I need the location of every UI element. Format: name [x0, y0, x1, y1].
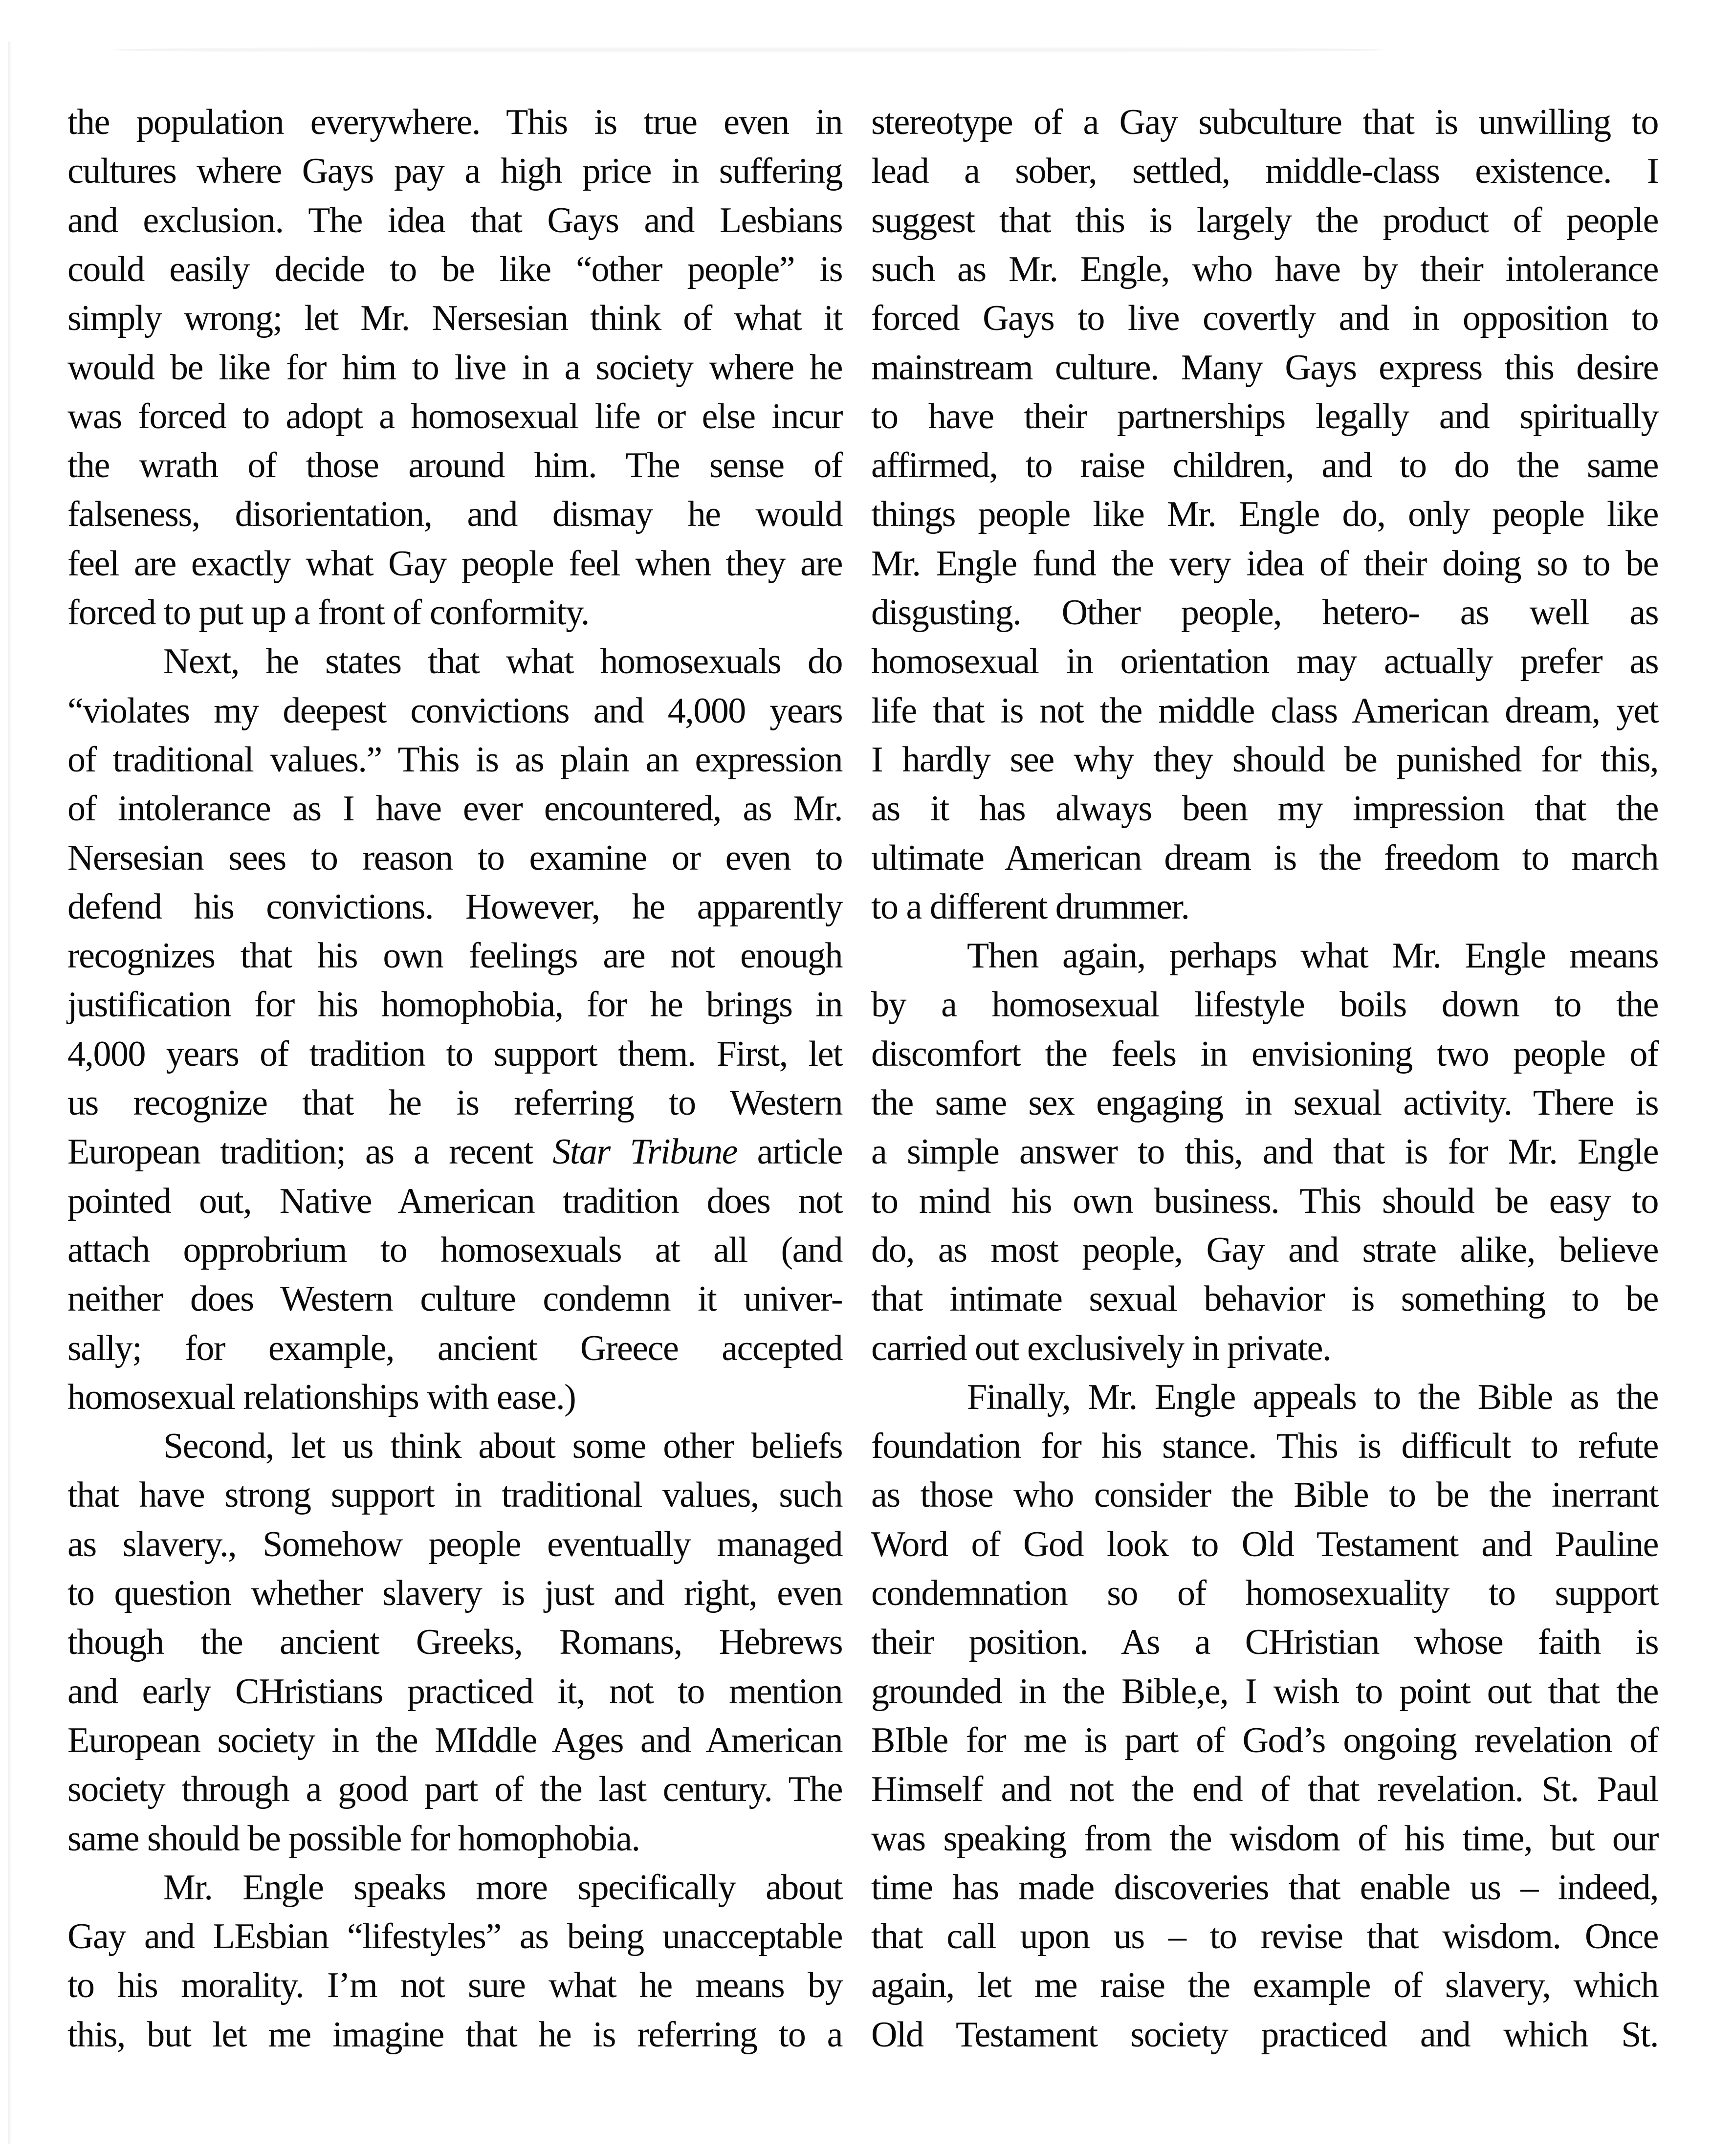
text-line: as those who consider the Bible to be the inerrant — [871, 1475, 1658, 1516]
text-line: justification for his homophobia, for he brings in — [67, 985, 842, 1025]
text-line: would be like for him to live in a society where he — [67, 347, 842, 388]
text-line: forced Gays to live covertly and in opposition to — [871, 298, 1658, 339]
text-line: that call upon us – to revise that wisdom. Once — [871, 1916, 1658, 1957]
text-line: Nersesian sees to reason to examine or even to — [67, 837, 842, 878]
text-line: a simple answer to this, and that is for Mr. Engle — [871, 1132, 1658, 1172]
text-line: could easily decide to be like “other people” is — [67, 249, 842, 289]
text-line: pointed out, Native American tradition does not — [67, 1181, 842, 1221]
text-line: “violates my deepest convictions and 4,000 years — [67, 690, 842, 731]
text-column-left — [67, 98, 842, 2078]
text-line: Mr. Engle speaks more specifically about — [163, 1867, 842, 1908]
text-line: Next, he states that what homosexuals do — [163, 641, 842, 682]
text-line: was speaking from the wisdom of his time, but our — [871, 1818, 1658, 1859]
scan-artifact — [112, 46, 1383, 53]
text-line: feel are exactly what Gay people feel when they are — [67, 543, 842, 584]
text-line: grounded in the Bible,e, I wish to point out that the — [871, 1671, 1658, 1712]
text-line: cultures where Gays pay a high price in suffering — [67, 151, 842, 192]
text-line: us recognize that he is referring to Western — [67, 1083, 842, 1123]
text-line: of intolerance as I have ever encountered, as Mr. — [67, 789, 842, 829]
text-line: sally; for example, ancient Greece accepted — [67, 1328, 842, 1368]
text-line: Gay and LEsbian “lifestyles” as being unacceptable — [67, 1916, 842, 1957]
text-line: as it has always been my impression that the — [871, 789, 1658, 829]
text-line: falseness, disorientation, and dismay he would — [67, 494, 842, 535]
text-line: society through a good part of the last century. The — [67, 1769, 842, 1810]
text-line: as slavery., Somehow people eventually managed — [67, 1524, 842, 1564]
text-line: time has made discoveries that enable us – indeed, — [871, 1867, 1658, 1908]
text-line: of traditional values.” This is as plain an expression — [67, 739, 842, 780]
text-column-right — [871, 98, 1658, 2078]
text-line: the same sex engaging in sexual activity. There is — [871, 1083, 1658, 1123]
text-line: that have strong support in traditional values, such — [67, 1475, 842, 1516]
text-line: foundation for his stance. This is difficult to refute — [871, 1426, 1658, 1467]
text-line: to question whether slavery is just and right, even — [67, 1573, 842, 1613]
text-line: to a different drummer. — [871, 886, 1189, 927]
text-line: the wrath of those around him. The sense of — [67, 445, 842, 486]
text-line: by a homosexual lifestyle boils down to the — [871, 985, 1658, 1025]
page-edge-shadow — [8, 42, 12, 2144]
text-line: carried out exclusively in private. — [871, 1328, 1331, 1368]
text-line: again, let me raise the example of slavery, which — [871, 1965, 1658, 2006]
text-line: homosexual in orientation may actually prefer as — [871, 641, 1658, 682]
text-line: and exclusion. The idea that Gays and Lesbians — [67, 200, 842, 241]
text-line: 4,000 years of tradition to support them. First, let — [67, 1034, 842, 1074]
text-line: and early CHristians practiced it, not to mention — [67, 1671, 842, 1712]
text-line: defend his convictions. However, he apparently — [67, 886, 842, 927]
text-line: affirmed, to raise children, and to do the same — [871, 445, 1658, 486]
text-line: to mind his own business. This should be easy to — [871, 1181, 1658, 1221]
text-line: disgusting. Other people, hetero- as well as — [871, 593, 1658, 633]
text-line: suggest that this is largely the product of people — [871, 200, 1658, 241]
text-line: the population everywhere. This is true even in — [67, 102, 842, 142]
text-line: Then again, perhaps what Mr. Engle means — [967, 936, 1658, 976]
text-line: do, as most people, Gay and strate alike, believe — [871, 1230, 1658, 1270]
italic-title: Star Tribune — [552, 1132, 738, 1172]
text-line: Old Testament society practiced and which St. — [871, 2014, 1658, 2055]
text-line: to his morality. I’m not sure what he means by — [67, 1965, 842, 2006]
text-line: this, but let me imagine that he is referring to a — [67, 2014, 842, 2055]
text-line: condemnation so of homosexuality to support — [871, 1573, 1658, 1613]
text-line: Finally, Mr. Engle appeals to the Bible as the — [967, 1377, 1658, 1417]
text-line: Second, let us think about some other beliefs — [163, 1426, 842, 1467]
text-line: that intimate sexual behavior is something to be — [871, 1279, 1658, 1320]
text-line: life that is not the middle class American dream, yet — [871, 690, 1658, 731]
text-line: was forced to adopt a homosexual life or else incur — [67, 396, 842, 437]
text-line: BIble for me is part of God’s ongoing revelation of — [871, 1720, 1658, 1760]
text-line: mainstream culture. Many Gays express this desire — [871, 347, 1658, 388]
text-line: to have their partnerships legally and spiritually — [871, 396, 1658, 437]
text-line — [67, 1127, 842, 1176]
text-line: though the ancient Greeks, Romans, Hebrews — [67, 1622, 842, 1663]
text-line: simply wrong; let Mr. Nersesian think of what it — [67, 298, 842, 339]
text-line: discomfort the feels in envisioning two people of — [871, 1034, 1658, 1074]
text-line: stereotype of a Gay subculture that is unwilling to — [871, 102, 1658, 142]
text-line: their position. As a CHristian whose faith is — [871, 1622, 1658, 1663]
text-line: homosexual relationships with ease.) — [67, 1377, 576, 1417]
text-line: attach opprobrium to homosexuals at all (and — [67, 1230, 842, 1270]
text-line: Word of God look to Old Testament and Pauline — [871, 1524, 1658, 1564]
text-line: such as Mr. Engle, who have by their intolerance — [871, 249, 1658, 289]
text-line: forced to put up a front of conformity. — [67, 593, 589, 633]
text-line: neither does Western culture condemn it univer- — [67, 1279, 842, 1320]
text-line: Himself and not the end of that revelation. St. Paul — [871, 1769, 1658, 1810]
text-run: article — [737, 1132, 842, 1172]
text-line: ultimate American dream is the freedom to march — [871, 837, 1658, 878]
text-run: European tradition; as a recent — [67, 1132, 553, 1172]
text-line: things people like Mr. Engle do, only people like — [871, 494, 1658, 535]
text-line: recognizes that his own feelings are not enough — [67, 936, 842, 976]
text-line: same should be possible for homophobia. — [67, 1818, 640, 1859]
text-line: lead a sober, settled, middle-class existence. I — [871, 151, 1658, 192]
text-line: European society in the MIddle Ages and American — [67, 1720, 842, 1760]
text-line: Mr. Engle fund the very idea of their doing so to be — [871, 543, 1658, 584]
text-line: I hardly see why they should be punished for this, — [871, 739, 1658, 780]
